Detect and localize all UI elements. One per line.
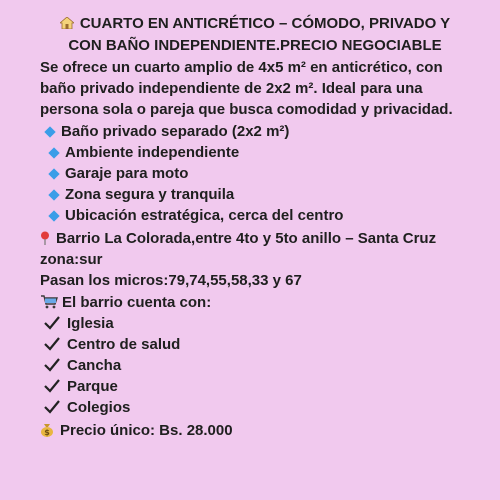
check-mark-icon: [43, 316, 61, 330]
description-line-1: Se ofrece un cuarto amplio de 4x5 m² en anticrético, con: [40, 59, 443, 76]
amenities-heading: El barrio cuenta con:: [40, 292, 211, 313]
title-line-1: CUARTO EN ANTICRÉTICO – CÓMODO, PRIVADO Y: [40, 13, 470, 35]
location-zone: zona:sur: [40, 251, 103, 268]
feature-item: Garaje para moto: [44, 163, 188, 184]
amenity-item: Iglesia: [43, 313, 114, 334]
description-line-3: persona sola o pareja que busca comodidad y privacidad.: [40, 101, 453, 118]
check-mark-icon: [43, 400, 61, 414]
check-mark-icon: [43, 337, 61, 351]
amenity-item: Colegios: [43, 397, 130, 418]
amenity-item: Parque: [43, 376, 118, 397]
svg-text:$: $: [44, 428, 50, 437]
listing-title: [40, 13, 470, 56]
feature-item: Baño privado separado (2x2 m²): [40, 121, 289, 142]
feature-item: Ubicación estratégica, cerca del centro: [44, 205, 343, 226]
blue-diamond-icon: [48, 210, 59, 221]
amenity-item: Centro de salud: [43, 334, 180, 355]
amenity-item: Cancha: [43, 355, 121, 376]
bus-routes: Pasan los micros:79,74,55,58,33 y 67: [40, 272, 302, 289]
money-bag-icon: [40, 423, 54, 437]
blue-diamond-icon: [48, 189, 59, 200]
blue-diamond-icon: [48, 168, 59, 179]
price: $ Precio único: Bs. 28.000: [40, 420, 233, 441]
blue-diamond-icon: [44, 126, 55, 137]
location-address: Barrio La Colorada,entre 4to y 5to anillo – Santa Cruz: [40, 228, 436, 249]
check-mark-icon: [43, 379, 61, 393]
pin-icon: [40, 231, 50, 245]
house-icon: [60, 17, 74, 29]
title-line-2: CON BAÑO INDEPENDIENTE.PRECIO NEGOCIABLE: [68, 36, 442, 54]
shopping-cart-icon: [40, 295, 58, 309]
blue-diamond-icon: [48, 147, 59, 158]
feature-item: Zona segura y tranquila: [44, 184, 234, 205]
check-mark-icon: [43, 358, 61, 372]
description-line-2: baño privado independiente de 2x2 m². Ideal para una: [40, 80, 423, 97]
feature-item: Ambiente independiente: [44, 142, 239, 163]
